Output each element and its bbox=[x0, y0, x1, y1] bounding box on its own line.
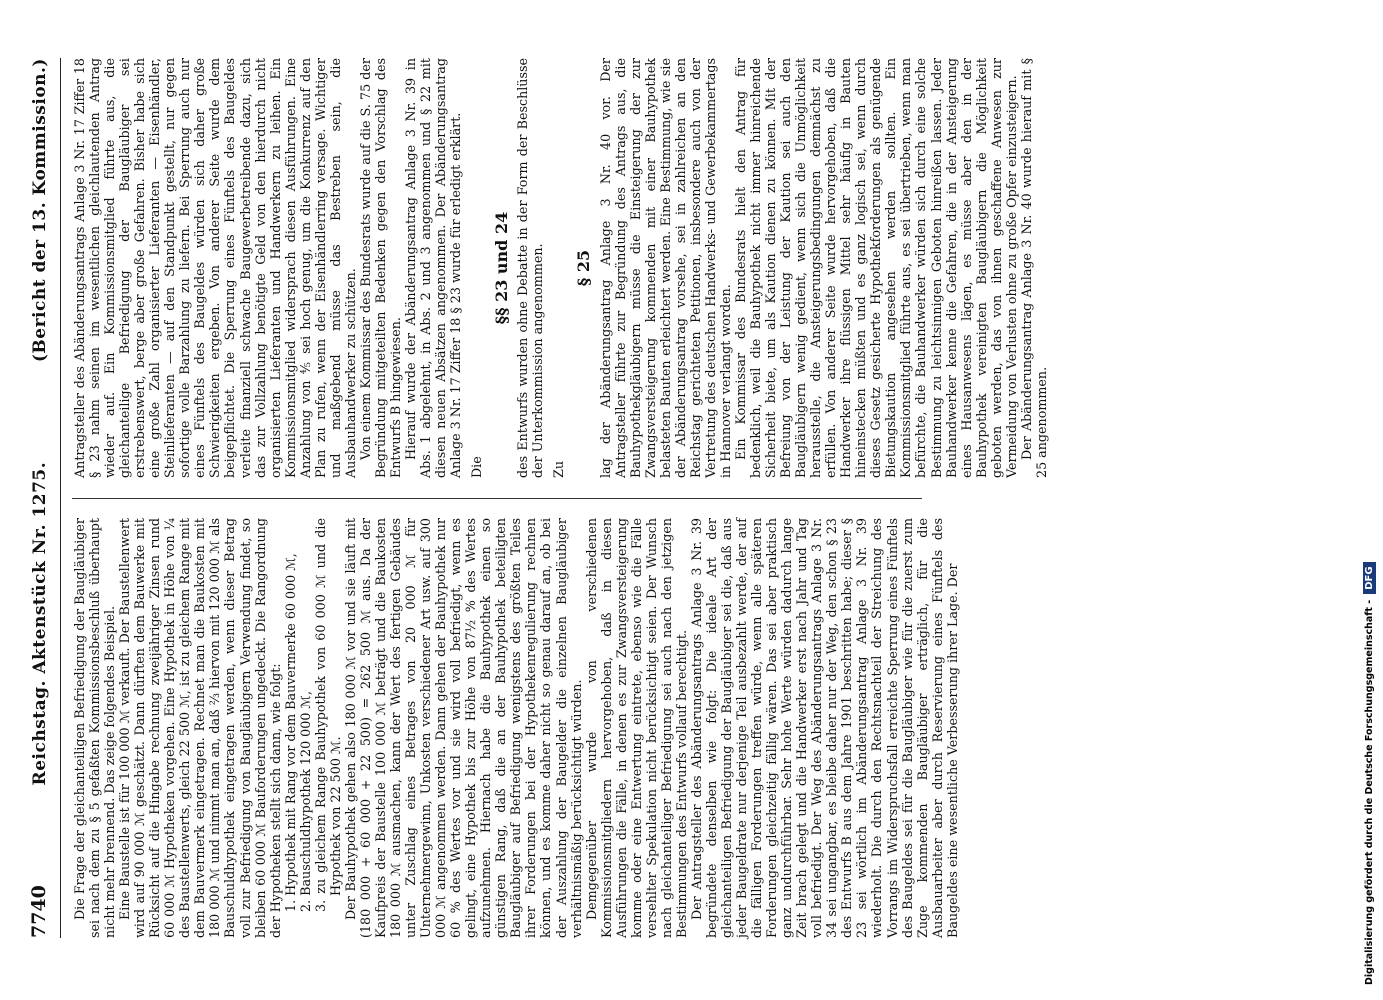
preposition-line: Die bbox=[469, 456, 485, 478]
header-rule bbox=[60, 58, 61, 938]
mortgage-list bbox=[283, 518, 343, 938]
paragraph: Demgegenüber wurde von verschiedenen Kommissionsmitgliedern hervorgehoben, daß in diesen Ausführungen die Fälle, in denen es zur Zwangsversteigerung komme oder eine Entwertung eintrete, ebenso wie die Fälle versehlter Spekulation nicht berücksichtigt seien. Der Wunsch nach gleichanteiliger Befriedigung sei auch nach den jetzigen Bestimmungen des Entwurfs vollauf berechtigt. bbox=[583, 518, 689, 938]
section-title: (Bericht der 13. Kommission.) bbox=[30, 58, 50, 363]
paragraph: Der Abänderungsantrag Anlage 3 Nr. 40 wurde hierauf mit § 25 angenommen. bbox=[1018, 58, 1049, 478]
list-item: 2. Bauschuldhypothek 120 000 ℳ, bbox=[297, 690, 313, 912]
digitization-text: Digitalisierung gefördert durch die Deutsche Forschungsgemeinschaft - bbox=[1364, 599, 1375, 985]
column-divider bbox=[72, 498, 922, 499]
digitization-note bbox=[1363, 562, 1376, 985]
section-heading: §§ 23 und 24 bbox=[492, 211, 512, 325]
preposition-line: Zu bbox=[551, 461, 567, 478]
paragraph: Die Frage der gleichanteiligen Befriedigung der Baugläubiger sei nach dem zu § 5 gefaßten Kommissionsbeschluß überhaupt nicht mehr brennend. Das zeige folgendes Beispiel. bbox=[72, 518, 118, 938]
paragraph: Eine Baustelle ist für 100 000 ℳ verkauft. Der Baustellenwert wird auf 90 000 ℳ geschätzt. Dann dürften dem Bauwerke mit Rücksicht auf die Hingabe rechnung zweijähriger Zinsen rund 60 000 ℳ Hypotheken vorgehen. Eine Hypothek in Höhe von ¼ des Baustellenwerts, gleich 22 500 ℳ, ist zu gleichem Range mit dem Bauvermerk eingetragen. Rechnet man die Baukosten mit 180 000 ℳ und nimmt man an, daß ⅔ hiervon mit 120 000 ℳ als Bauschuldhypothek eingetragen werden, wenn dieser Betrag voll zur Befriedigung von Baugläubigern Verwendung findet, so bleiben 60 000 ℳ Bauforderungen ungedeckt. Die Rangordnung der Hypotheken stellt sich dann, wie folgt: bbox=[117, 518, 283, 938]
paragraph: Hierauf wurde der Abänderungsantrag Anlage 3 Nr. 39 in Abs. 1 abgelehnt, in Abs. 2 und 3 angenommen und § 22 mit diesen neuen Absätzen angenommen. Der Abänderungsantrag Anlage 3 Nr. 17 Ziffer 18 § 23 wurde für erledigt erklärt. bbox=[403, 58, 464, 478]
paragraph: Der Antragsteller des Abänderungsantrags Anlage 3 Nr. 39 begründete denselben wie folgt: Die ideale Art der gleichanteiligen Befriedigung der Baugläubiger sei die, daß aus jeder Baugeldrate nur derjenige Teil ausbezahlt werde, der auf die fälligen Forderungen treffen würde, wenn alle späteren Forderungen gleichzeitig fällig wären. Das sei aber praktisch ganz undurchführbar. Sehr hohe Werte würden dadurch lange Zeit brach gelegt und die Handwerker erst nach Jahr und Tag voll befriedigt. Der Weg des Abänderungsantrags Anlage 3 Nr. 34 sei ungangbar, es bleibe daher nur der Weg, den schon § 23 des Entwurfs B aus dem Jahre 1901 beschritten habe; dieser § 23 sei wörtlich im Abänderungsantrag Anlage 3 Nr. 39 wiederholt. Die durch den Rechtsnachteil der Streichung des Vorrangs im Widerspruchsfall erreichte Sperrung eines Fünftels des Baugeldes sei für die Baugläubiger wie für die zuerst zum Zuge kommenden Baugläubiger erträglich, für die Ausbauarbeiter aber durch Reservierung eines Fünftels des Baugeldes eine wesentliche Verbesserung ihrer Lage. Der bbox=[688, 518, 960, 938]
right-column bbox=[72, 58, 1049, 478]
paragraph: Ein Kommissar des Bundesrats hielt den Antrag für bedenklich, weil die Bauhypothek nicht immer hinreichende Sicherheit biete, um als Kaution dienen zu können. Mit der Befreiung von der Leistung der Kaution sei auch den Baugläubigern wenig gedient, wenn sich die Unmöglichkeit herausstelle, die Ansteigerungsbedingungen demnächst zu erfüllen. Von anderer Seite wurde hervorgehoben, daß die Handwerker ihre flüssigen Mittel sehr häufig in Bauten hineinstecken müßten und es ganz logisch sei, wenn durch dieses Gesetz gesicherte Hypothekforderungen als genügende Bietungskaution angesehen werden sollten. Ein Kommissionsmitglied führte aus, es sei übertrieben, wenn man befürchte, die Bauhandwerker würden sich durch eine solche Bestimmung zu leichtsinnigen Geboten hinreißen lassen. Jeder Bauhandwerker kenne die Gefahren, die in der Ansteigerung eines Hausanwesens lägen, es müsse aber den in der Bauhypothek vereinigten Baugläubigern die Möglichkeit geboten werden, das von ihnen geschaffene Anwesen zur Vermeidung von Verlusten ohne zu große Opfer einzusteigern. bbox=[732, 58, 1019, 478]
paragraph: Der Bauhypothek gehen also 180 000 ℳ vor und sie läuft mit (180 000 + 60 000 + 22 500) = 262 500 ℳ aus. Da der Kaufpreis der Baustelle 100 000 ℳ beträgt und die Baukosten 180 000 ℳ ausmachen, kann der Wert des fertigen Gebäudes unter Zuschlag eines Betrages von 20 000 ℳ für Unternehmergewinn, Unkosten verschiedener Art usw. auf 300 000 ℳ angenommen werden. Dann gehen der Bauhypothek nur 60 % des Wertes vor und sie wird voll befriedigt, wenn es gelingt, eine Hypothek bis zur Höhe von 87½ % des Wertes aufzunehmen. Hiernach habe die Bauhypothek einen so günstigen Rang, daß die an der Bauhypothek beteiligten Baugläubiger auf Befriedigung wenigstens des größten Teiles ihrer Forderungen bei der Hypothekenregulierung rechnen können, und es komme daher nicht so genau darauf an, ob bei der Auszahlung der Baugelder die einzelnen Baugläubiger verhältnismäßig berücksichtigt würden. bbox=[342, 518, 584, 938]
left-column bbox=[72, 518, 960, 938]
dfg-logo: DFG bbox=[1363, 562, 1376, 593]
list-item: 3. zu gleichem Range Bauhypothek von 60 000 ℳ und die Hypothek von 22 500 ℳ. bbox=[312, 518, 343, 912]
paragraph: Antragsteller des Abänderungsantrags Anlage 3 Nr. 17 Ziffer 18 § 23 nahm seinen im wesentlichen gleichlautenden Antrag wieder auf. Ein Kommissionsmitglied führte aus, die gleichanteilige Befriedigung der Baugläubiger sei erstrebenswert, berge aber große Gefahren. Bisher habe sich eine große Zahl organisierter Lieferanten — Eisenhändler, Steinlieferanten — auf den Standpunkt gestellt, nur gegen sofortige volle Barzahlung zu liefern. Bei Sperrung auch nur eines Fünftels des Baugeldes würden sich daher große Schwierigkeiten ergeben. Von anderer Seite wurde dem beigepflichtet. Die Sperrung eines Fünftels des Baugeldes verleite finanziell schwache Baugewerbetreibende dazu, sich das zur Vollzahlung benötigte Geld von den hierdurch nicht organisierten Lieferanten und Handwerkern zu leihen. Ein Kommissionsmitglied widersprach diesen Ausführungen. Eine Anzahlung von ⅘ sei hoch genug, um die Konkurrenz auf den Plan zu rufen, wenn der Eisenhändlerring versage. Wichtiger und maßgebend müsse das Bestreben sein, die Ausbauhandwerker zu schützen. bbox=[72, 58, 358, 478]
section-heading: § 25 bbox=[574, 249, 594, 287]
paragraph: des Entwurfs wurden ohne Debatte in der Form der Beschlüsse der Unterkommission angenommen. bbox=[515, 58, 546, 478]
list-item: 1. Hypothek mit Rang vor dem Bauvermerke 60 000 ℳ, bbox=[282, 553, 298, 912]
page-number: 7740 bbox=[28, 885, 50, 938]
paragraph: lag der Abänderungsantrag Anlage 3 Nr. 40 vor. Der Antragsteller führte zur Begründung des Antrags aus, die Bauhypothekgläubigern müsse die Einsteigerung der zur Zwangsversteigerung kommenden mit einer Bauhypothek belasteten Bauten erleichtert werden. Eine Bestimmung, wie sie der Abänderungsantrag vorsehe, sei in zahlreichen an den Reichstag gerichteten Petitionen, insbesondere auch von der Vertretung des deutschen Handwerks- und Gewerbekammertags in Hannover verlangt worden. bbox=[597, 58, 733, 478]
page-header bbox=[28, 58, 52, 938]
running-title: Reichstag. Aktenstück Nr. 1275. bbox=[30, 461, 50, 786]
paragraph: Von einem Kommissar des Bundesrats wurde auf die S. 75 der Begründung mitgeteilten Bedenken gegen den Vorschlag des Entwurfs B hingewiesen. bbox=[357, 58, 403, 478]
